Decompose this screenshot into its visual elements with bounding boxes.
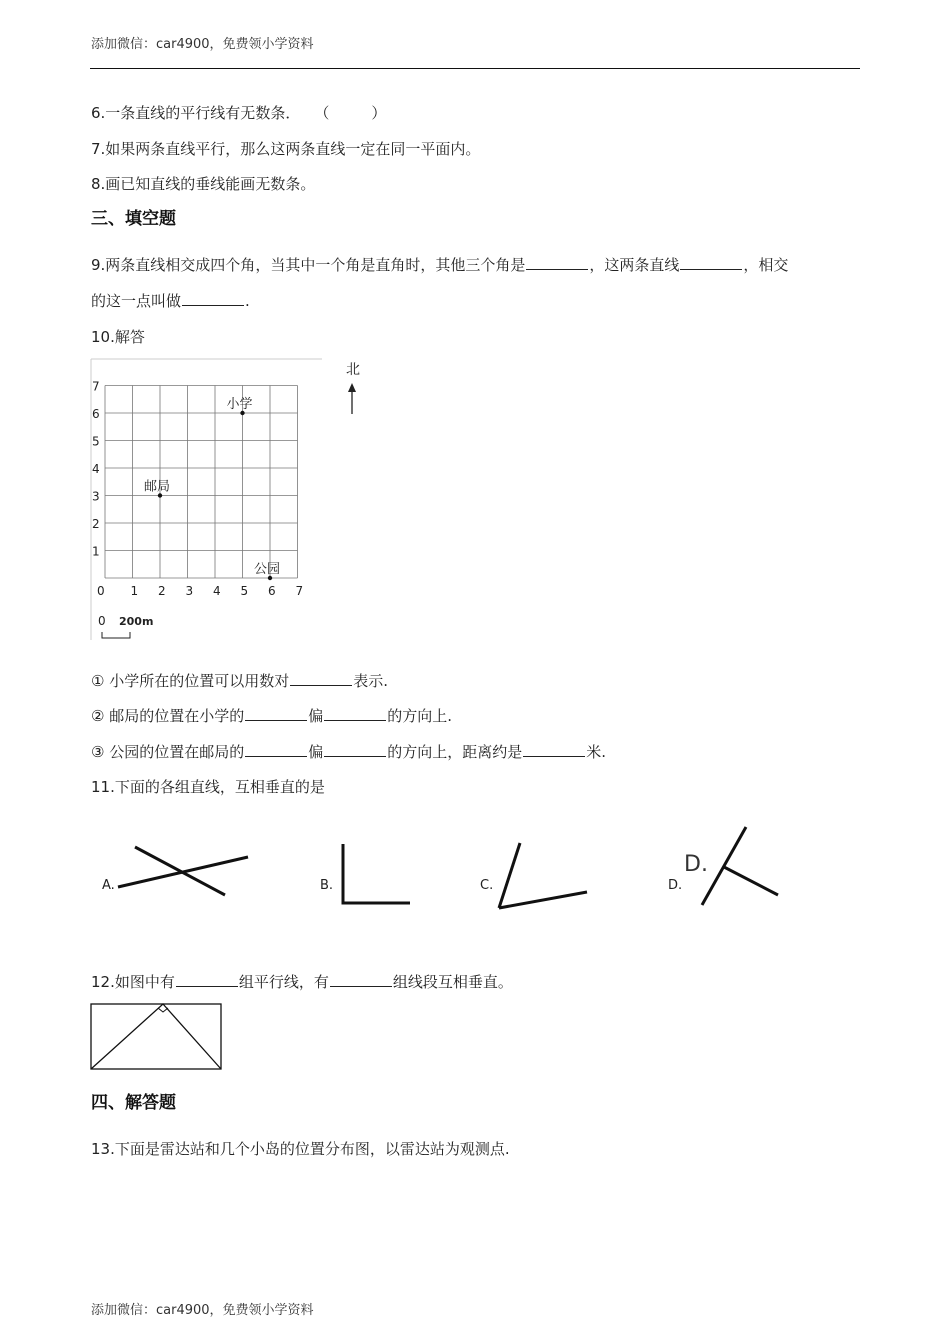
page-header: 添加微信：car4900，免费领小学资料 bbox=[91, 37, 314, 52]
question-13: 13.下面是雷达站和几个小岛的位置分布图，以雷达站为观测点. bbox=[91, 1140, 510, 1158]
y-axis-ticks bbox=[92, 380, 100, 559]
question-9-line-1: 9.两条直线相交成四个角，当其中一个角是直角时，其他三个角是 ，这两条直线 ，相交 bbox=[91, 256, 789, 274]
scale-label: 200m bbox=[119, 615, 154, 628]
question-6-text: 6.一条直线的平行线有无数条． bbox=[91, 104, 301, 122]
x-tick-label: 7 bbox=[295, 584, 304, 598]
y-tick-label: 6 bbox=[92, 407, 100, 421]
scale-zero: 0 bbox=[98, 614, 106, 628]
answer-blank bbox=[680, 255, 742, 270]
location-point-label: 小学 bbox=[226, 397, 253, 412]
y-tick-label: 4 bbox=[92, 462, 100, 476]
perpendicular-options-figure bbox=[90, 815, 790, 920]
answer-blank bbox=[176, 972, 238, 987]
option-d-handwritten-label: D. bbox=[684, 852, 708, 877]
answer-blank bbox=[523, 742, 585, 757]
location-point-label: 公园 bbox=[254, 562, 281, 577]
question-9-line-2: 的这一点叫做 . bbox=[91, 292, 250, 310]
y-tick-label: 5 bbox=[92, 434, 100, 449]
x-axis-ticks bbox=[97, 584, 303, 598]
x-tick-label: 0 bbox=[97, 584, 105, 598]
rectangle-outline bbox=[91, 1004, 221, 1069]
x-tick-label: 6 bbox=[268, 584, 276, 598]
north-label: 北 bbox=[346, 362, 360, 378]
answer-blank bbox=[526, 255, 588, 270]
header-divider bbox=[90, 68, 860, 69]
option-d-line-1 bbox=[702, 827, 746, 905]
north-arrow-head-icon bbox=[348, 383, 356, 392]
option-c-line-1 bbox=[499, 843, 520, 908]
y-tick-label: 1 bbox=[92, 544, 100, 559]
question-10-title: 10.解答 bbox=[91, 328, 145, 346]
grid-map-figure bbox=[90, 358, 380, 643]
option-b-right-angle bbox=[343, 844, 410, 903]
rectangle-triangle-figure bbox=[89, 1002, 225, 1074]
y-tick-label: 7 bbox=[92, 379, 100, 394]
location-point-label: 邮局 bbox=[144, 479, 171, 495]
location-points bbox=[144, 397, 280, 580]
option-d-line-2 bbox=[724, 867, 778, 895]
answer-blank bbox=[245, 706, 307, 721]
option-a-line-2 bbox=[135, 847, 225, 895]
answer-blank bbox=[182, 291, 244, 306]
option-c-line-2 bbox=[499, 892, 587, 908]
answer-blank bbox=[330, 972, 392, 987]
question-11-title: 11.下面的各组直线，互相垂直的是 bbox=[91, 778, 325, 796]
question-10-sub-3: ③ 公园的位置在邮局的 偏 的方向上，距离约是 米. bbox=[91, 743, 607, 761]
question-8: 8.画已知直线的垂线能画无数条。 bbox=[91, 175, 316, 193]
x-tick-label: 5 bbox=[240, 584, 249, 598]
question-7: 7.如果两条直线平行，那么这两条直线一定在同一平面内。 bbox=[91, 140, 481, 158]
question-10-sub-1: ① 小学所在的位置可以用数对 表示. bbox=[91, 672, 388, 690]
x-tick-label: 3 bbox=[185, 584, 194, 598]
grid-lines bbox=[105, 386, 298, 579]
answer-blank bbox=[324, 742, 386, 757]
answer-parentheses: （ ） bbox=[314, 104, 387, 122]
answer-blank bbox=[290, 671, 352, 686]
x-tick-label: 4 bbox=[213, 584, 221, 598]
answer-blank bbox=[324, 706, 386, 721]
question-10-sub-2: ② 邮局的位置在小学的 偏 的方向上. bbox=[91, 707, 453, 725]
right-angle-mark bbox=[158, 1008, 168, 1012]
option-c-label: C. bbox=[480, 878, 494, 893]
question-6 bbox=[91, 103, 386, 123]
y-tick-label: 2 bbox=[92, 517, 100, 531]
section-title-fill-in: 三、填空题 bbox=[91, 209, 176, 229]
y-tick-label: 3 bbox=[92, 489, 100, 504]
page-footer: 添加微信：car4900，免费领小学资料 bbox=[91, 1303, 314, 1318]
answer-blank bbox=[245, 742, 307, 757]
option-d-label: D. bbox=[668, 878, 683, 893]
section-title-solve: 四、解答题 bbox=[91, 1093, 176, 1113]
scale-bar bbox=[102, 632, 130, 638]
option-b-label: B. bbox=[320, 878, 334, 893]
x-tick-label: 2 bbox=[158, 584, 166, 598]
inner-triangle bbox=[91, 1004, 221, 1069]
option-a-label: A. bbox=[102, 878, 115, 893]
question-12: 12.如图中有 组平行线，有 组线段互相垂直。 bbox=[91, 973, 513, 991]
x-tick-label: 1 bbox=[130, 584, 139, 598]
